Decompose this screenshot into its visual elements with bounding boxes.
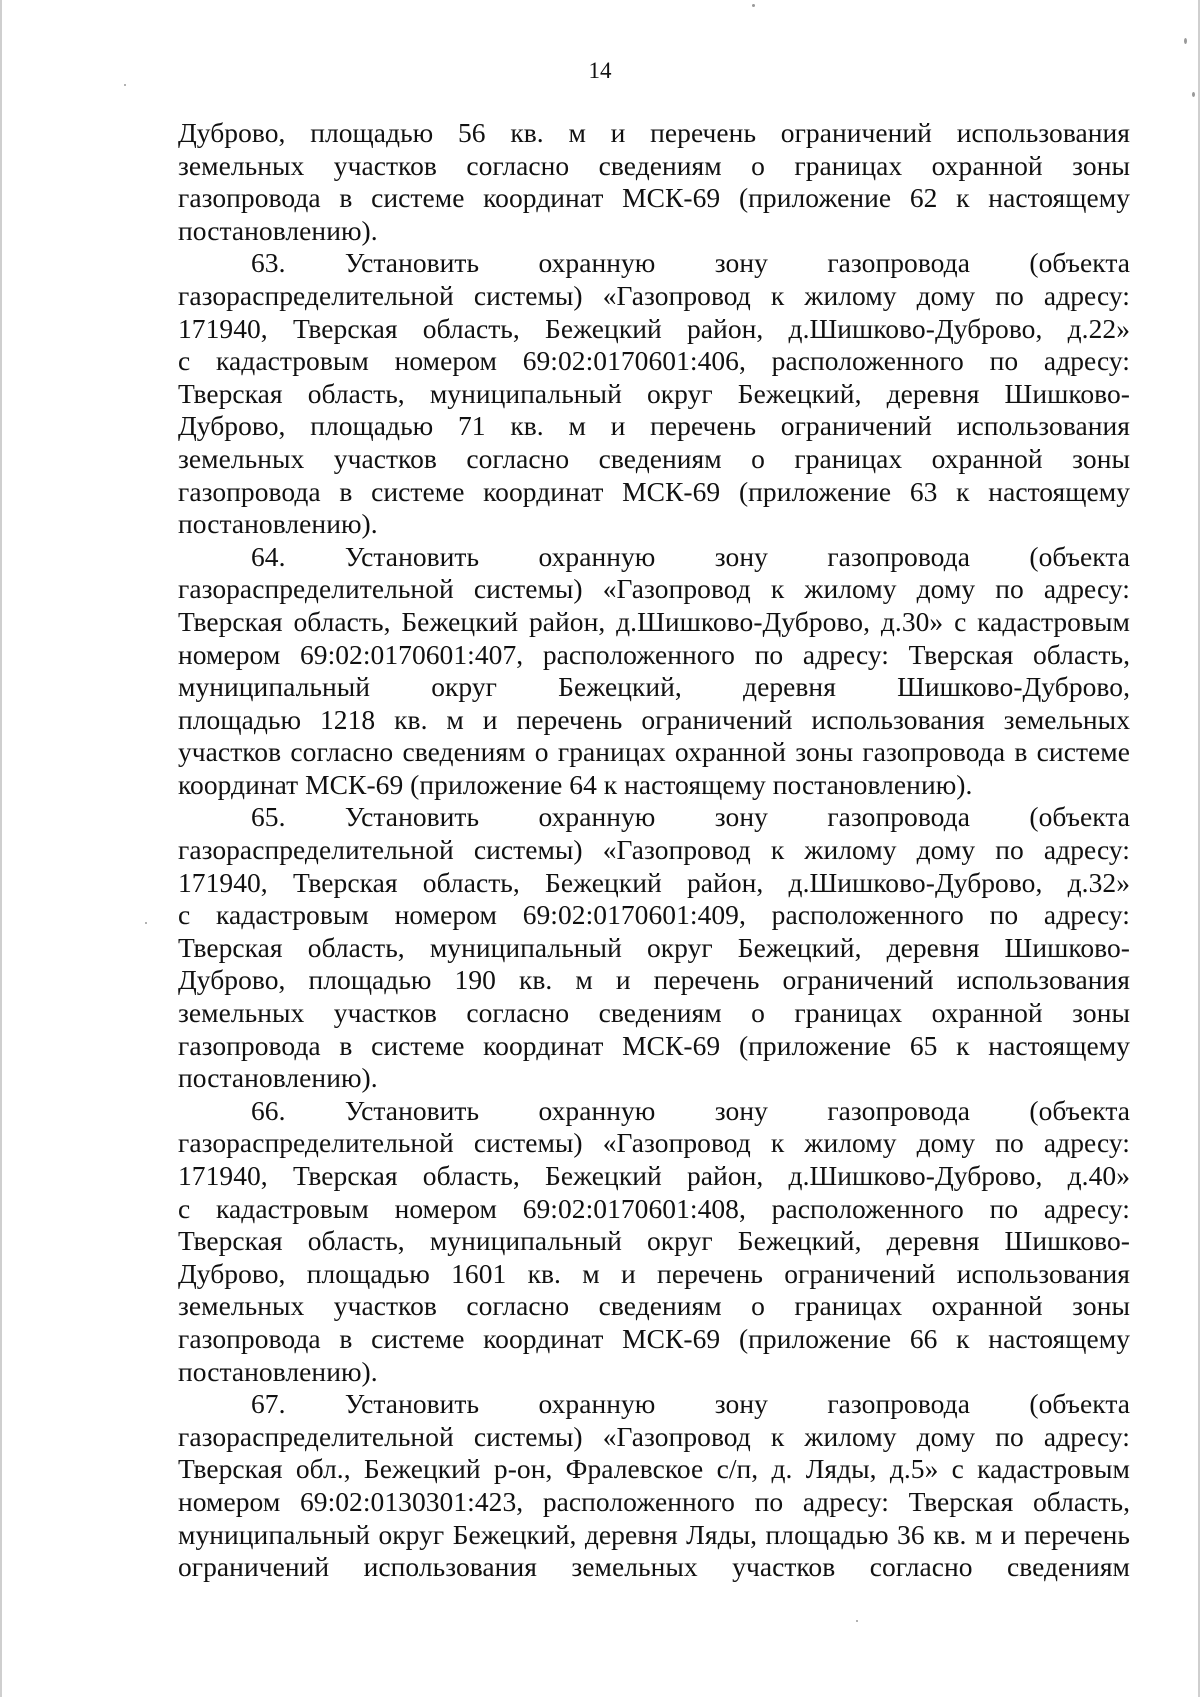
text-line: Тверская область, Бежецкий район, д.Шишково-Дуброво, д.30» с кадастровым [178, 605, 1130, 637]
text-line: газопровода в системе координат МСК-69 (приложение 62 к настоящему [178, 182, 1130, 214]
scan-speck [1192, 92, 1195, 97]
text-line: Дуброво, площадью 190 кв. м и перечень ограничений использования [178, 964, 1130, 996]
text-line: газораспределительной системы) «Газопровод к жилому дому по адресу: [178, 573, 1130, 605]
text-line: с кадастровым номером 69:02:0170601:408, расположенного по адресу: [178, 1192, 1130, 1224]
text-line: Дуброво, площадью 56 кв. м и перечень ограничений использования [178, 117, 1130, 148]
text-line: с кадастровым номером 69:02:0170601:409, расположенного по адресу: [178, 899, 1130, 931]
text-line: земельных участков согласно сведениям о границах охранной зоны [178, 149, 1130, 181]
text-line: координат МСК-69 (приложение 64 к настоящему постановлению). [178, 768, 973, 800]
text-line: земельных участков согласно сведениям о границах охранной зоны [178, 997, 1130, 1029]
paragraph [178, 1095, 1130, 1388]
text-line: с кадастровым номером 69:02:0170601:406, расположенного по адресу: [178, 345, 1130, 377]
text-line: 67. Установить охранную зону газопровода (объекта [251, 1388, 1130, 1420]
paragraph [178, 247, 1130, 540]
text-line: 65. Установить охранную зону газопровода (объекта [251, 801, 1130, 833]
text-line: номером 69:02:0170601:407, расположенного по адресу: Тверская область, [178, 638, 1130, 670]
text-line: 66. Установить охранную зону газопровода (объекта [251, 1094, 1130, 1126]
scan-speck [856, 1620, 858, 1622]
page-number: 14 [588, 58, 612, 83]
scan-speck [145, 922, 147, 924]
text-line: муниципальный округ Бежецкий, деревня Шишково-Дуброво, [178, 671, 1130, 703]
paragraph [178, 1388, 1130, 1584]
text-line: земельных участков согласно сведениям о границах охранной зоны [178, 1290, 1130, 1322]
text-line: Тверская обл., Бежецкий р-он, Фралевское с/п, д. Ляды, д.5» с кадастровым [178, 1453, 1130, 1485]
text-line: 64. Установить охранную зону газопровода (объекта [251, 540, 1130, 572]
text-line: Дуброво, площадью 71 кв. м и перечень ограничений использования [178, 410, 1130, 442]
text-line: площадью 1218 кв. м и перечень ограничений использования земельных [178, 703, 1130, 735]
text-line: Тверская область, муниципальный округ Бежецкий, деревня Шишково- [178, 377, 1130, 409]
scan-speck [752, 4, 755, 7]
text-line: Тверская область, муниципальный округ Бежецкий, деревня Шишково- [178, 1225, 1130, 1257]
text-line: 171940, Тверская область, Бежецкий район, д.Шишково-Дуброво, д.40» [178, 1160, 1130, 1191]
text-line: муниципальный округ Бежецкий, деревня Ляды, площадью 36 кв. м и перечень [178, 1518, 1130, 1550]
text-line: газораспределительной системы) «Газопровод к жилому дому по адресу: [178, 1420, 1130, 1452]
document-body [178, 117, 1130, 1584]
text-line: 63. Установить охранную зону газопровода (объекта [251, 247, 1130, 279]
text-line: Тверская область, муниципальный округ Бежецкий, деревня Шишково- [178, 931, 1130, 963]
text-line: 171940, Тверская область, Бежецкий район, д.Шишково-Дуброво, д.32» [178, 866, 1130, 898]
text-line: газопровода в системе координат МСК-69 (приложение 63 к настоящему [178, 475, 1130, 507]
paragraph [178, 801, 1130, 1094]
text-line: газораспределительной системы) «Газопровод к жилому дому по адресу: [178, 834, 1130, 866]
text-line: газопровода в системе координат МСК-69 (приложение 66 к настоящему [178, 1322, 1130, 1354]
text-line: 171940, Тверская область, Бежецкий район, д.Шишково-Дуброво, д.22» [178, 312, 1130, 344]
text-line: постановлению). [178, 214, 378, 246]
text-line: земельных участков согласно сведениям о границах охранной зоны [178, 442, 1130, 474]
text-line: ограничений использования земельных участков согласно сведениям [178, 1551, 1130, 1583]
paragraph [178, 117, 1130, 247]
paragraph [178, 541, 1130, 802]
text-line: номером 69:02:0130301:423, расположенного по адресу: Тверская область, [178, 1485, 1130, 1517]
text-line: газопровода в системе координат МСК-69 (приложение 65 к настоящему [178, 1029, 1130, 1061]
text-line: участков согласно сведениям о границах охранной зоны газопровода в системе [178, 736, 1130, 768]
text-line: газораспределительной системы) «Газопровод к жилому дому по адресу: [178, 279, 1130, 311]
text-line: постановлению). [178, 508, 378, 540]
text-line: Дуброво, площадью 1601 кв. м и перечень ограничений использования [178, 1257, 1130, 1289]
scan-edge-left [0, 0, 2, 1697]
scan-speck [1184, 38, 1187, 44]
text-line: газораспределительной системы) «Газопровод к жилому дому по адресу: [178, 1127, 1130, 1159]
text-line: постановлению). [178, 1062, 378, 1094]
text-line: постановлению). [178, 1355, 378, 1387]
